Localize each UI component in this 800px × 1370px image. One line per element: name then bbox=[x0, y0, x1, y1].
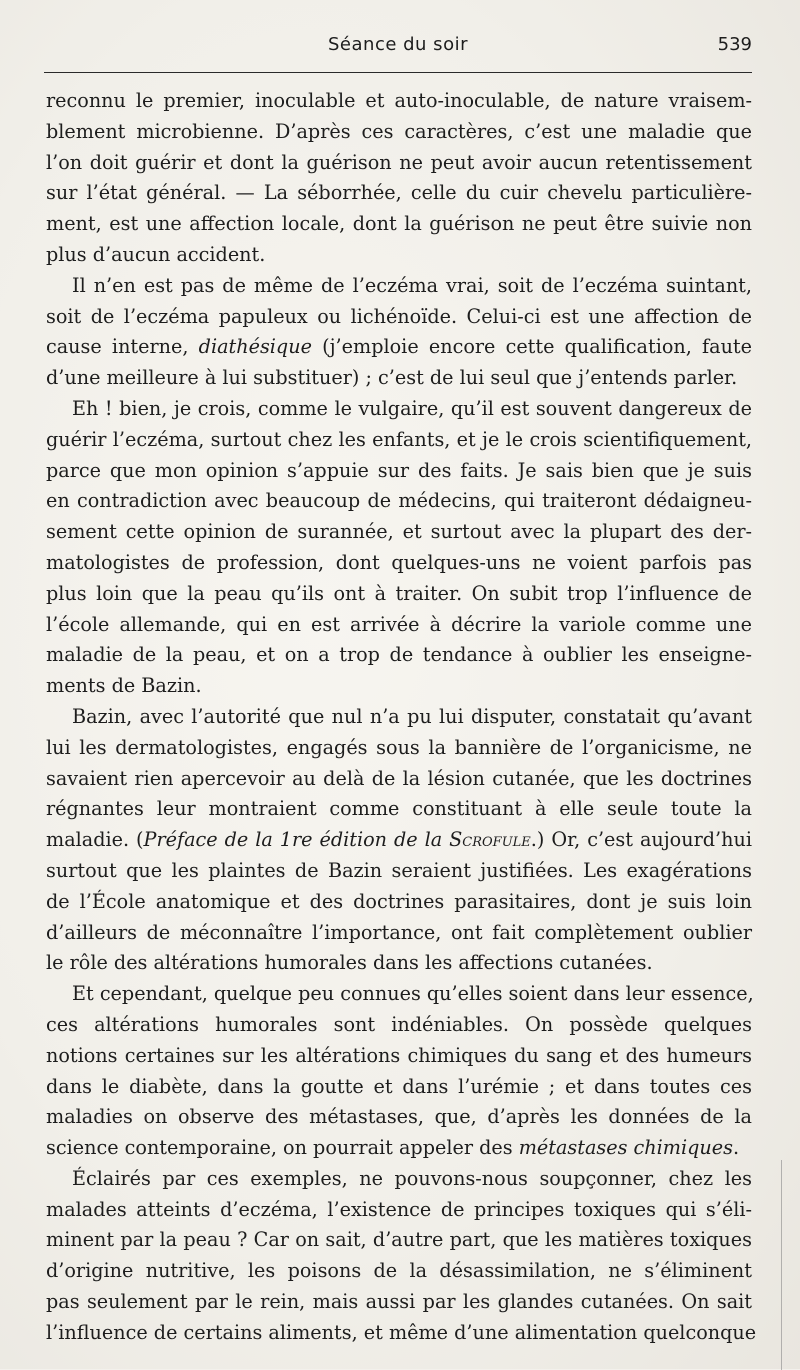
text-line bbox=[46, 332, 752, 363]
text-line bbox=[46, 425, 752, 456]
line-text: (j’emploie encore cette qualification, faute bbox=[311, 335, 752, 359]
line-text: dans le diabète, dans la goutte et dans l’urémie ; et dans toutes ces bbox=[46, 1074, 752, 1098]
text-line bbox=[46, 887, 752, 918]
line-text: Bazin, avec l’autorité que nul n’a pu lui disputer, constatait qu’avant bbox=[72, 704, 752, 728]
text-line bbox=[46, 948, 752, 979]
line-text: malades atteints d’eczéma, l’existence de principes toxiques qui s’éli- bbox=[46, 1197, 752, 1221]
text-line bbox=[46, 486, 752, 517]
text-line bbox=[46, 794, 752, 825]
line-text: soit de l’eczéma papuleux ou lichénoïde. Celui-ci est une affection de bbox=[46, 304, 752, 328]
text-line bbox=[46, 302, 752, 333]
line-text: maladies on observe des métastases, que, d’après les données de la bbox=[46, 1105, 752, 1129]
line-text: plus loin que la peau qu’ils ont à traiter. On subit trop l’influence de bbox=[46, 581, 752, 605]
text-line bbox=[46, 610, 752, 641]
text-line bbox=[46, 1041, 752, 1072]
line-text: plus d’aucun accident. bbox=[46, 242, 266, 266]
text-line bbox=[46, 240, 752, 271]
text-line bbox=[46, 548, 752, 579]
text-line bbox=[46, 209, 752, 240]
line-text: sement cette opinion de surannée, et surtout avec la plupart des der- bbox=[46, 520, 752, 544]
text-line bbox=[46, 1010, 752, 1041]
line-text: maladie de la peau, et on a trop de tendance à oublier les enseigne- bbox=[46, 643, 752, 667]
line-text: Et cependant, quelque peu connues qu’elles soient dans leur essence, bbox=[72, 982, 754, 1006]
italic-text: Préface de la 1re édition de la bbox=[143, 828, 450, 852]
line-text: cause interne, bbox=[46, 335, 199, 359]
page-number: 539 bbox=[717, 34, 752, 55]
line-text: guérir l’eczéma, surtout chez les enfants, et je le crois scientifiquement, bbox=[46, 427, 752, 451]
text-line bbox=[46, 148, 752, 179]
small-caps-text: Scrofule bbox=[449, 828, 531, 852]
line-text: maladie. ( bbox=[46, 828, 144, 852]
line-text: de l’École anatomique et des doctrines parasitaires, dont je suis loin bbox=[46, 889, 752, 913]
line-text: blement microbienne. D’après ces caractères, c’est une maladie que bbox=[46, 119, 752, 143]
line-text: lui les dermatologistes, engagés sous la bannière de l’organicisme, ne bbox=[46, 735, 752, 759]
line-text: l’influence de certains aliments, et même d’une alimentation quelconque bbox=[46, 1320, 757, 1344]
line-text: ments de Bazin. bbox=[46, 674, 202, 698]
text-line bbox=[46, 456, 752, 487]
line-text: savaient rien apercevoir au delà de la lésion cutanée, que les doctrines bbox=[46, 766, 752, 790]
line-text: l’on doit guérir et dont la guérison ne peut avoir aucun retentissement bbox=[46, 150, 752, 174]
header-rule bbox=[44, 72, 752, 73]
line-text: ces altérations humorales sont indéniables. On possède quelques bbox=[46, 1012, 752, 1036]
text-line bbox=[46, 702, 752, 733]
line-text: science contemporaine, on pourrait appeler des bbox=[46, 1136, 519, 1160]
line-text: en contradiction avec beaucoup de médecins, qui traiteront dédaigneu- bbox=[46, 489, 752, 513]
text-line bbox=[46, 1225, 752, 1256]
line-text: ment, est une affection locale, dont la guérison ne peut être suivie non bbox=[46, 212, 752, 236]
text-line bbox=[46, 1256, 752, 1287]
margin-mark bbox=[779, 1160, 782, 1370]
text-line bbox=[46, 1318, 757, 1349]
line-text: surtout que les plaintes de Bazin seraient justifiées. Les exagérations bbox=[46, 858, 752, 882]
line-text: sur l’état général. — La séborrhée, celle du cuir chevelu particulière- bbox=[46, 181, 752, 205]
line-text: pas seulement par le rein, mais aussi par les glandes cutanées. On sait bbox=[46, 1290, 752, 1314]
text-line bbox=[46, 856, 752, 887]
line-text: d’origine nutritive, les poisons de la désassimilation, ne s’éliminent bbox=[46, 1259, 752, 1283]
text-line bbox=[46, 517, 752, 548]
text-line bbox=[46, 1195, 752, 1226]
text-line bbox=[46, 825, 752, 856]
italic-text: diathésique bbox=[198, 335, 312, 359]
text-line bbox=[46, 1164, 752, 1195]
text-line bbox=[46, 363, 752, 394]
line-text: régnantes leur montraient comme constituant à elle seule toute la bbox=[46, 797, 752, 821]
line-text: . bbox=[732, 1136, 740, 1160]
running-title: Séance du soir bbox=[328, 34, 468, 55]
text-line bbox=[46, 764, 752, 795]
text-line bbox=[46, 394, 752, 425]
line-text: Il n’en est pas de même de l’eczéma vrai, soit de l’eczéma suintant, bbox=[72, 273, 752, 297]
line-text: le rôle des altérations humorales dans les affections cutanées. bbox=[46, 951, 653, 975]
line-text: l’école allemande, qui en est arrivée à décrire la variole comme une bbox=[46, 612, 752, 636]
text-line bbox=[46, 117, 752, 148]
line-text: parce que mon opinion s’appuie sur des faits. Je sais bien que je suis bbox=[46, 458, 752, 482]
line-text: Éclairés par ces exemples, ne pouvons-nous soupçonner, chez les bbox=[72, 1166, 752, 1190]
line-text: minent par la peau ? Car on sait, d’autre part, que les matières toxiques bbox=[46, 1228, 752, 1252]
text-line bbox=[46, 1072, 752, 1103]
text-line bbox=[46, 86, 752, 117]
text-line bbox=[46, 979, 752, 1010]
line-text: d’une meilleure à lui substituer) ; c’est de lui seul que j’entends parler. bbox=[46, 366, 738, 390]
text-line bbox=[46, 1133, 752, 1164]
page-header bbox=[44, 28, 752, 64]
line-text: .) Or, c’est aujourd’hui bbox=[530, 828, 752, 852]
line-text: notions certaines sur les altérations chimiques du sang et des humeurs bbox=[46, 1043, 752, 1067]
text-line bbox=[46, 1287, 752, 1318]
text-line bbox=[46, 271, 752, 302]
text-line bbox=[46, 178, 752, 209]
text-line bbox=[46, 579, 752, 610]
text-line bbox=[46, 640, 752, 671]
text-line bbox=[46, 1102, 752, 1133]
text-line bbox=[46, 671, 752, 702]
line-text: d’ailleurs de méconnaître l’importance, ont fait complètement oublier bbox=[46, 920, 752, 944]
italic-text: métastases chimiques bbox=[518, 1136, 733, 1160]
body-text bbox=[46, 86, 757, 1349]
line-text: Eh ! bien, je crois, comme le vulgaire, qu’il est souvent dangereux de bbox=[72, 396, 752, 420]
text-line bbox=[46, 733, 752, 764]
line-text: reconnu le premier, inoculable et auto-inoculable, de nature vraisem- bbox=[46, 89, 752, 112]
text-line bbox=[46, 918, 752, 949]
line-text: matologistes de profession, dont quelques-uns ne voient parfois pas bbox=[46, 550, 752, 574]
